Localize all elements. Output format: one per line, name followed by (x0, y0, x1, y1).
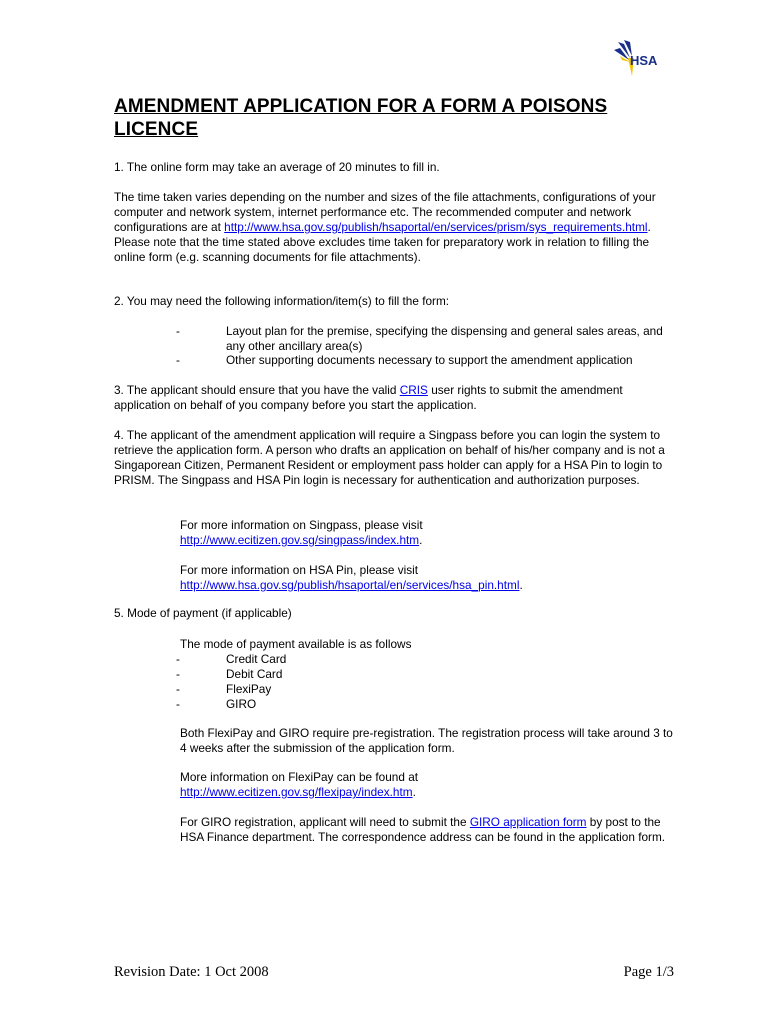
payment-mode-flexipay (176, 682, 666, 697)
list-item-needed-1 (176, 324, 666, 354)
list-item-needed-2 (176, 353, 666, 368)
payment-mode-text: GIRO (226, 697, 257, 711)
bullet-dash: - (176, 652, 180, 666)
singpass-info-text: For more information on Singpass, please visit (180, 518, 423, 532)
sys-requirements-link[interactable]: http://www.hsa.gov.sg/publish/hsaportal/en/services/prism/sys_requirements.html (224, 220, 648, 234)
paragraph-2-tail: . Please note that the time stated above excludes time taken for preparatory work in relation to filling the online form (e.g. scanning documents for file attachments). (114, 220, 651, 264)
giro-info-text: For GIRO registration, applicant will need to submit the (180, 815, 470, 829)
paragraph-2-text: The time taken varies depending on the number and sizes of the file attachments, configurations of your computer and network system, internet performance etc. The recommended computer and network configurations are at (114, 190, 656, 234)
list-item-text: Layout plan for the premise, specifying the dispensing and general sales areas, and any other ancillary area(s) (226, 324, 663, 353)
page-number: Page 1/3 (623, 964, 674, 980)
giro-info (180, 815, 680, 845)
payment-mode-text: Debit Card (226, 667, 283, 681)
paragraph-6: 5. Mode of payment (if applicable) (114, 606, 292, 620)
paragraph-4-tail: user rights to submit the amendment application on behalf of you company before you start the application. (114, 383, 623, 412)
flexipay-link[interactable]: http://www.ecitizen.gov.sg/flexipay/index.htm (180, 785, 413, 799)
hsapin-period: . (519, 578, 523, 592)
paragraph-2 (114, 190, 674, 265)
bullet-dash: - (176, 324, 180, 338)
paragraph-4-text: 3. The applicant should ensure that you have the valid (114, 383, 400, 397)
revision-date: Revision Date: 1 Oct 2008 (114, 964, 269, 980)
cris-link[interactable]: CRIS (399, 383, 428, 397)
singpass-info (180, 518, 680, 548)
payment-intro: The mode of payment available is as follows (180, 637, 412, 651)
bullet-dash: - (176, 667, 180, 681)
flexipay-info-text: More information on FlexiPay can be found at (180, 770, 419, 784)
payment-mode-giro (176, 697, 666, 712)
payment-mode-credit-card (176, 652, 666, 667)
flexipay-period: . (412, 785, 416, 799)
flexipay-info (180, 770, 680, 800)
payment-mode-debit-card (176, 667, 666, 682)
hsapin-link[interactable]: http://www.hsa.gov.sg/publish/hsaportal/en/services/hsa_pin.html (180, 578, 520, 592)
paragraph-5: 4. The applicant of the amendment application will require a Singpass before you can login the system to retrieve the application form. A person who drafts an application on behalf of his/her company and is not a Singaporean Citizen, Permanent Resident or employment pass holder can apply for a HSA Pin to login to PRISM. The Singpass and HSA Pin login is necessary for authentication and authorization purposes. (114, 428, 665, 487)
list-item-text: Other supporting documents necessary to support the amendment application (226, 353, 633, 367)
bullet-dash: - (176, 353, 180, 367)
singpass-period: . (419, 533, 423, 547)
hsapin-info (180, 563, 680, 593)
paragraph-3: 2. You may need the following information/item(s) to fill the form: (114, 294, 450, 308)
payment-mode-text: Credit Card (226, 652, 287, 666)
payment-mode-text: FlexiPay (226, 682, 272, 696)
giro-application-form-link[interactable]: GIRO application form (469, 815, 587, 829)
paragraph-1: 1. The online form may take an average of 20 minutes to fill in. (114, 160, 440, 174)
preregistration-note: Both FlexiPay and GIRO require pre-registration. The registration process will take around 3 to 4 weeks after the submission of the application form. (180, 726, 673, 755)
singpass-link[interactable]: http://www.ecitizen.gov.sg/singpass/index.htm (180, 533, 420, 547)
logo-text: HSA (630, 53, 658, 68)
bullet-dash: - (176, 682, 180, 696)
giro-info-tail: by post to the HSA Finance department. The correspondence address can be found in the application form. (180, 815, 666, 844)
bullet-dash: - (176, 697, 180, 711)
paragraph-4 (114, 383, 674, 413)
hsapin-info-text: For more information on HSA Pin, please visit (180, 563, 419, 577)
page-title: AMENDMENT APPLICATION FOR A FORM A POISONS LICENCE (114, 96, 608, 140)
